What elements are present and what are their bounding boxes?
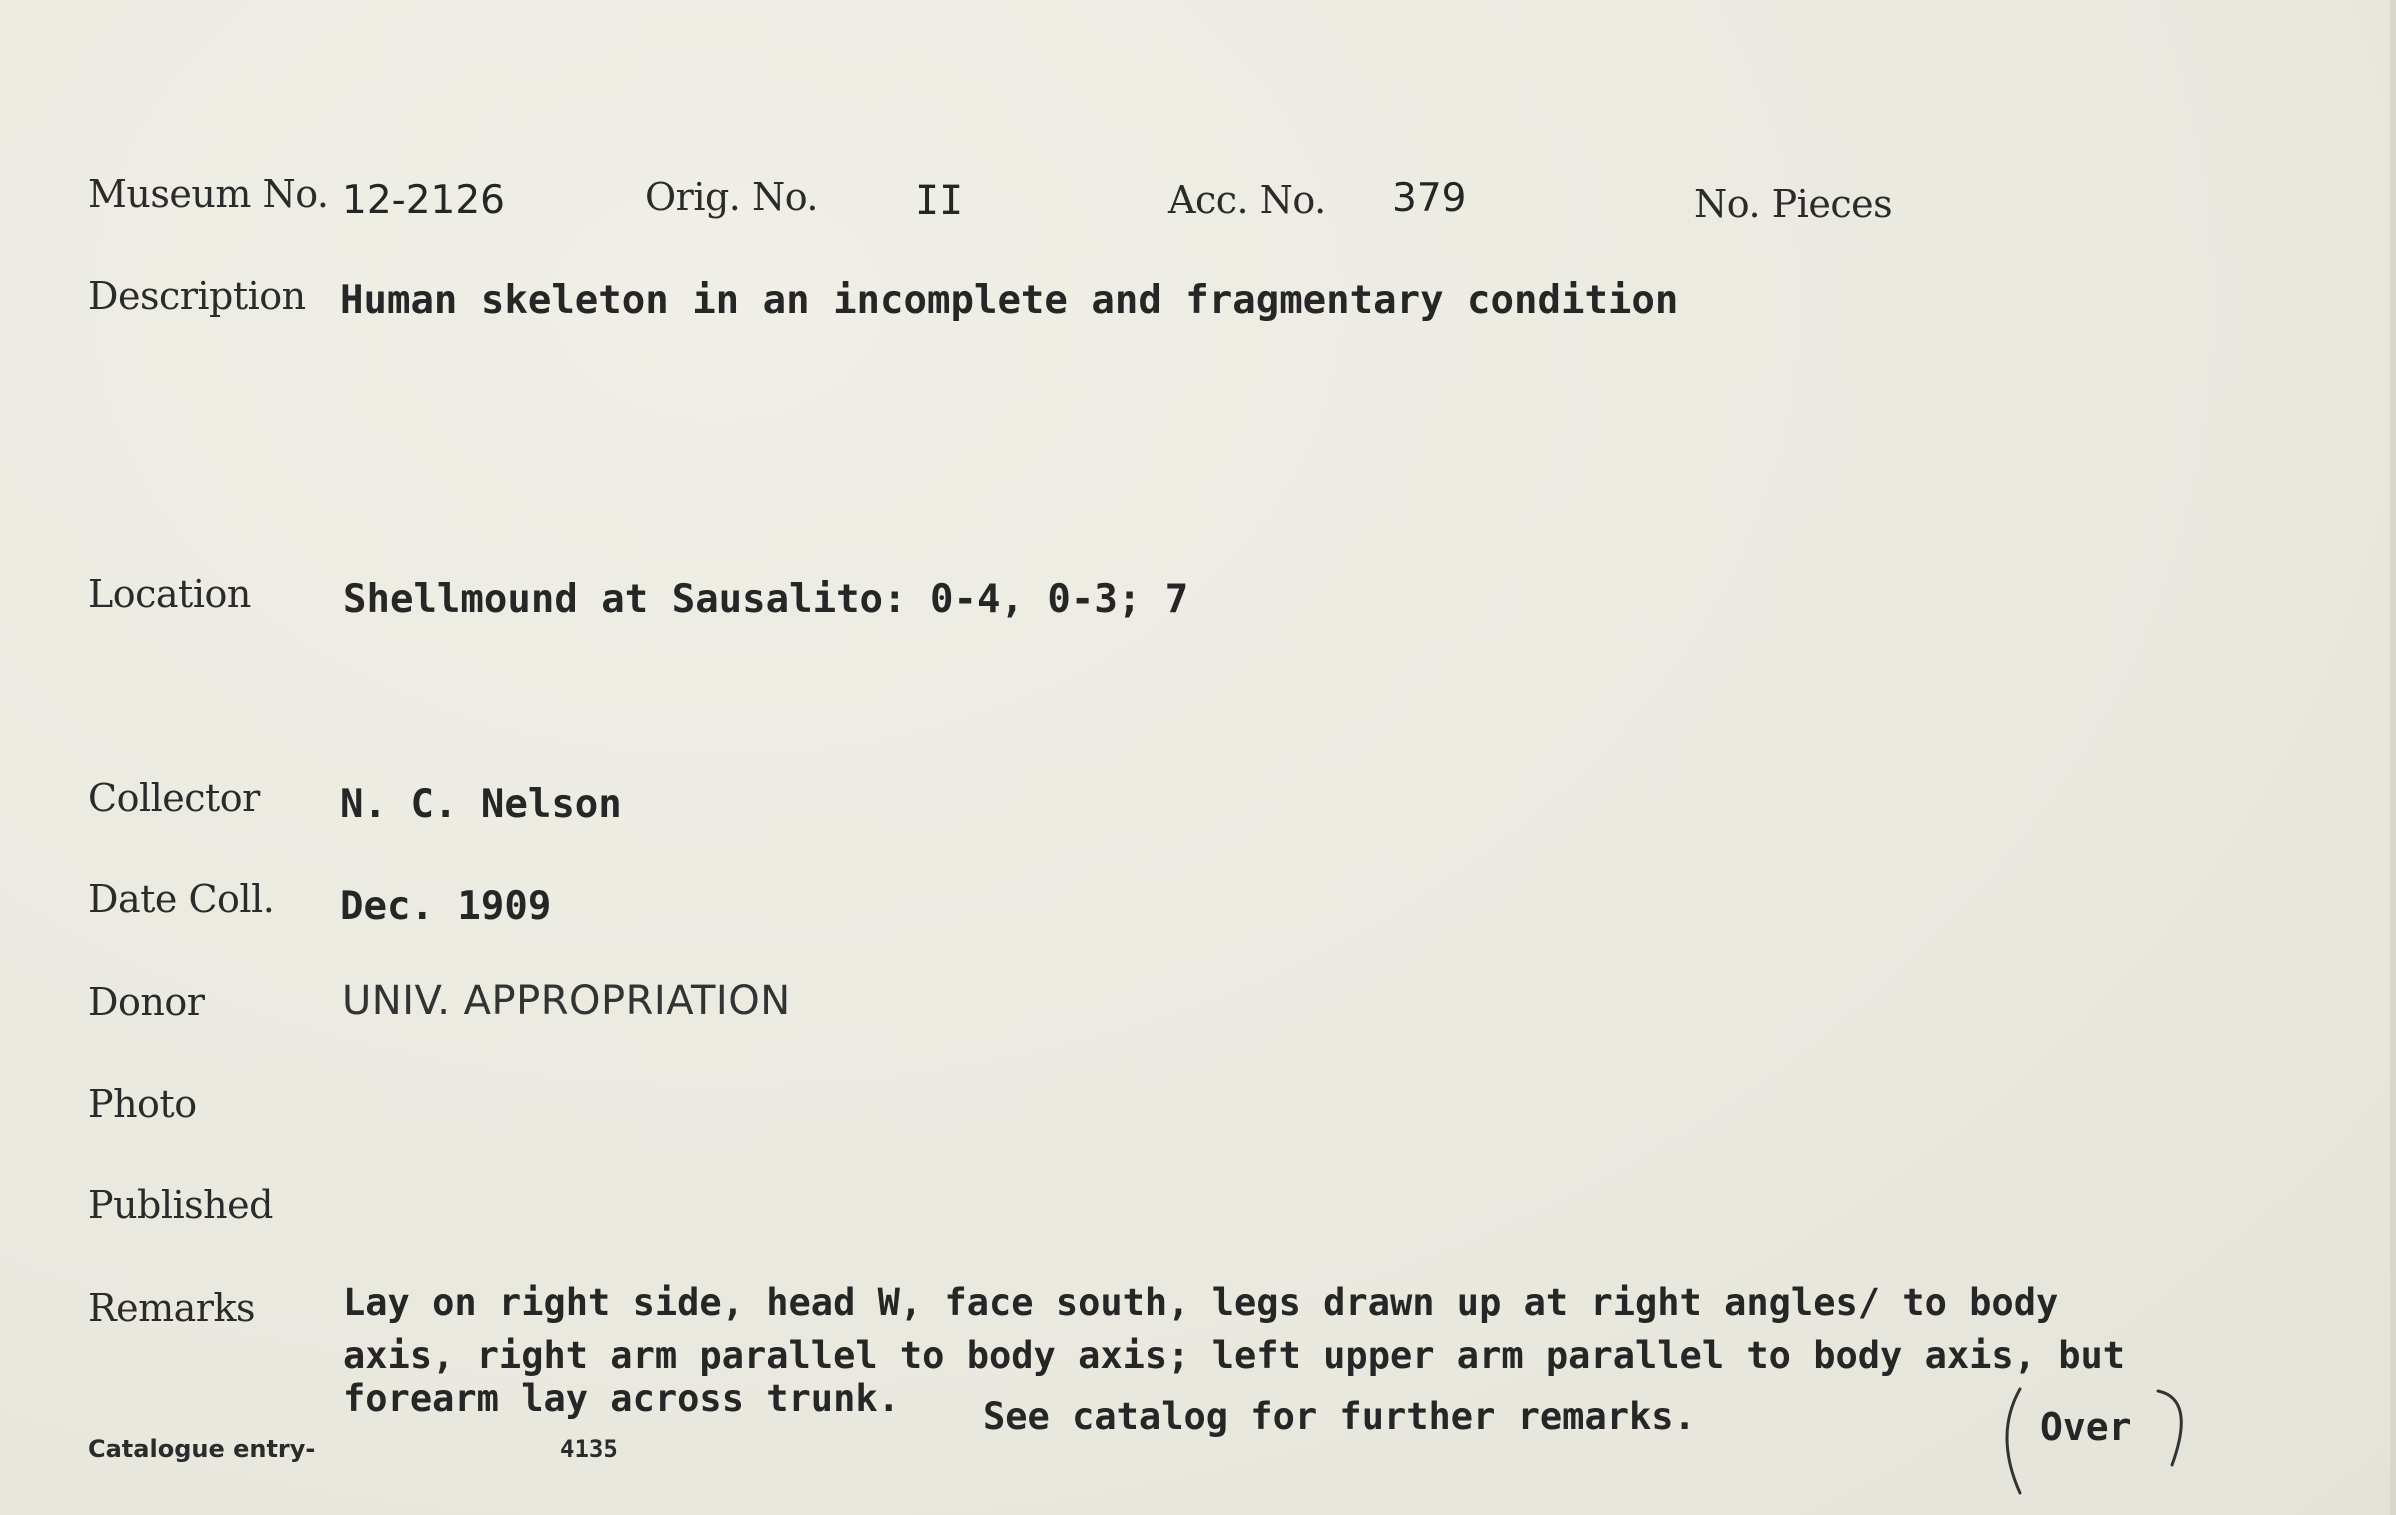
remarks-line-1: Lay on right side, head W, face south, legs drawn up at right angles/ to body — [343, 1281, 2059, 1324]
museum-no-value: 12-2126 — [342, 178, 505, 223]
photo-label: Photo — [88, 1082, 197, 1126]
date-coll-value: Dec. 1909 — [340, 884, 552, 929]
remarks-line-3: forearm lay across trunk. — [343, 1377, 900, 1420]
acc-no-label: Acc. No. — [1168, 178, 1326, 222]
donor-label: Donor — [88, 980, 205, 1024]
location-label: Location — [88, 572, 251, 616]
remarks-line-2: axis, right arm parallel to body axis; left upper arm parallel to body axis, but — [343, 1334, 2126, 1377]
acc-no-value: 379 — [1392, 176, 1467, 221]
description-label: Description — [88, 274, 306, 318]
date-coll-label: Date Coll. — [88, 877, 275, 921]
catalogue-entry-label: Catalogue entry- — [88, 1435, 316, 1463]
orig-no-value: II — [915, 178, 964, 224]
over-note — [2000, 1385, 2200, 1500]
description-value: Human skeleton in an incomplete and fragmentary condition — [340, 278, 1679, 323]
remarks-line-3b: See catalog for further remarks. — [983, 1395, 1696, 1438]
collector-value: N. C. Nelson — [340, 782, 622, 827]
over-text: Over — [2040, 1405, 2132, 1449]
location-value: Shellmound at Sausalito: 0-4, 0-3; 7 — [343, 577, 1189, 622]
catalogue-entry-value: 4135 — [560, 1435, 618, 1463]
museum-no-label: Museum No. — [88, 172, 329, 216]
donor-value: UNIV. APPROPRIATION — [342, 978, 791, 1024]
no-pieces-label: No. Pieces — [1694, 182, 1893, 226]
collector-label: Collector — [88, 776, 260, 820]
remarks-label: Remarks — [88, 1286, 255, 1330]
published-label: Published — [88, 1183, 273, 1227]
orig-no-label: Orig. No. — [645, 175, 818, 219]
